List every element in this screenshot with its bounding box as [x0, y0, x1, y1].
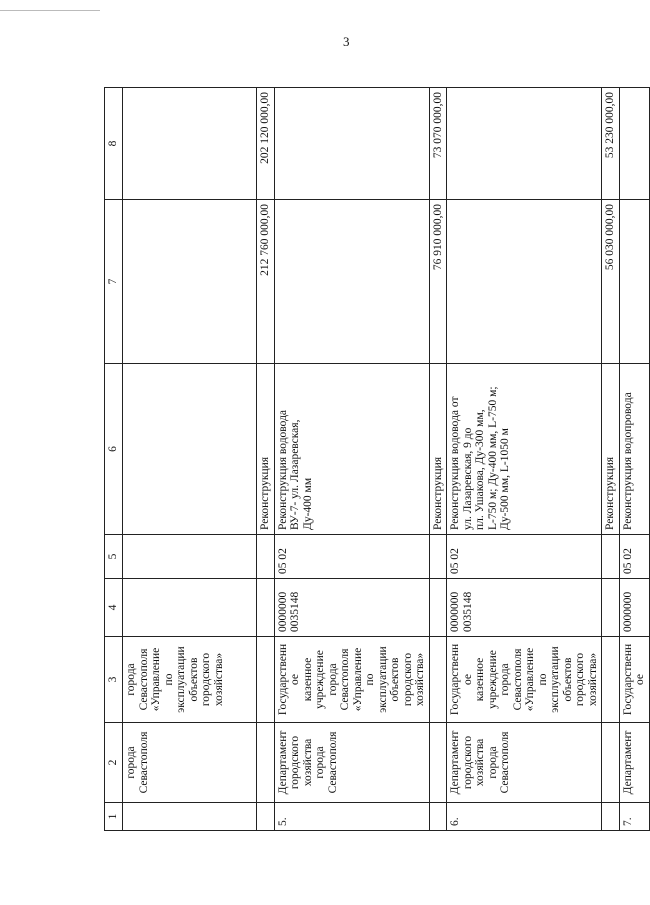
cell-empty — [602, 803, 620, 831]
page-number: 3 — [343, 34, 350, 49]
cell-code — [123, 579, 257, 637]
cell-amount-1: 56 030 000,00 — [602, 200, 620, 364]
table-row-item — [619, 88, 649, 831]
header-cell-2: 2 — [105, 723, 123, 803]
cell-empty — [257, 723, 275, 803]
table-row-subtotal — [429, 88, 447, 831]
header-cell-6: 6 — [105, 364, 123, 535]
cell-index: 5. — [274, 803, 429, 831]
cell-code: 0000000 0035148 — [274, 579, 429, 637]
cell-empty — [429, 579, 447, 637]
cell-description: Реконструкция водовода от ул. Лазаревская, 9 до пл. Ушакова, Ду-300 мм, L-750 м; Ду-400 мм, L-750 м; Ду-500 мм, L-1050 м — [447, 364, 602, 535]
cell-empty — [257, 637, 275, 723]
table-row-subtotal — [257, 88, 275, 831]
cell-description: Реконструкция — [429, 364, 447, 535]
cell-empty — [429, 803, 447, 831]
cell-description — [123, 364, 257, 535]
corner-rule — [0, 10, 100, 11]
cell-amount-1: 212 760 000,00 — [257, 200, 275, 364]
cell-empty — [257, 535, 275, 579]
header-cell-3: 3 — [105, 637, 123, 723]
rotated-table-container — [104, 88, 646, 831]
header-cell-1: 1 — [105, 803, 123, 831]
cell-amount-2: 202 120 000,00 — [257, 88, 275, 200]
header-cell-5: 5 — [105, 535, 123, 579]
cell-amount-2 — [274, 88, 429, 200]
cell-index: 7. — [619, 803, 649, 831]
cell-empty — [429, 637, 447, 723]
cell-amount-1: 76 910 000,00 — [429, 200, 447, 364]
cell-empty — [257, 579, 275, 637]
cell-amount-2 — [447, 88, 602, 200]
cell-amount-1 — [274, 200, 429, 364]
cell-section — [123, 535, 257, 579]
cell-amount-2: 73 070 000,00 — [429, 88, 447, 200]
cell-description: Реконструкция — [602, 364, 620, 535]
cell-empty — [602, 637, 620, 723]
cell-amount-2: 53 230 000,00 — [602, 88, 620, 200]
cell-amount-1 — [123, 200, 257, 364]
cell-section: 05 02 — [274, 535, 429, 579]
table-row-subtotal — [602, 88, 620, 831]
table-row-continuation — [123, 88, 257, 831]
cell-department: города Севастополя — [123, 723, 257, 803]
cell-empty — [257, 803, 275, 831]
cell-index — [123, 803, 257, 831]
cell-description: Реконструкция водопровода — [619, 364, 649, 535]
cell-section: 05 02 — [619, 535, 649, 579]
cell-institution: Государственное — [619, 637, 649, 723]
cell-description: Реконструкция — [257, 364, 275, 535]
cell-amount-1 — [619, 200, 649, 364]
cell-amount-1 — [447, 200, 602, 364]
header-cell-4: 4 — [105, 579, 123, 637]
cell-empty — [602, 579, 620, 637]
budget-table — [104, 87, 650, 831]
header-cell-8: 8 — [105, 88, 123, 200]
cell-empty — [429, 723, 447, 803]
cell-department: Департамент городского хозяйства города Севастополя — [274, 723, 429, 803]
cell-institution: Государственное казенное учреждение города Севастополя «Управление по эксплуатации объектов городского хозяйства» — [274, 637, 429, 723]
cell-empty — [429, 535, 447, 579]
cell-description: Реконструкция водовода ВУ-7- ул. Лазаревская, Ду-400 мм — [274, 364, 429, 535]
header-cell-7: 7 — [105, 200, 123, 364]
cell-section: 05 02 — [447, 535, 602, 579]
cell-code: 0000000 — [619, 579, 649, 637]
cell-code: 0000000 0035148 — [447, 579, 602, 637]
table-row-item — [447, 88, 602, 831]
cell-institution: Государственное казенное учреждение города Севастополя «Управление по эксплуатации объектов городского хозяйства» — [447, 637, 602, 723]
header-row — [105, 88, 123, 831]
table-row-item — [274, 88, 429, 831]
cell-department: Департамент — [619, 723, 649, 803]
cell-amount-2 — [619, 88, 649, 200]
cell-index: 6. — [447, 803, 602, 831]
cell-empty — [602, 723, 620, 803]
cell-amount-2 — [123, 88, 257, 200]
cell-department: Департамент городского хозяйства города Севастополя — [447, 723, 602, 803]
cell-institution: города Севастополя «Управление по эксплуатации объектов городского хозяйства» — [123, 637, 257, 723]
cell-empty — [602, 535, 620, 579]
